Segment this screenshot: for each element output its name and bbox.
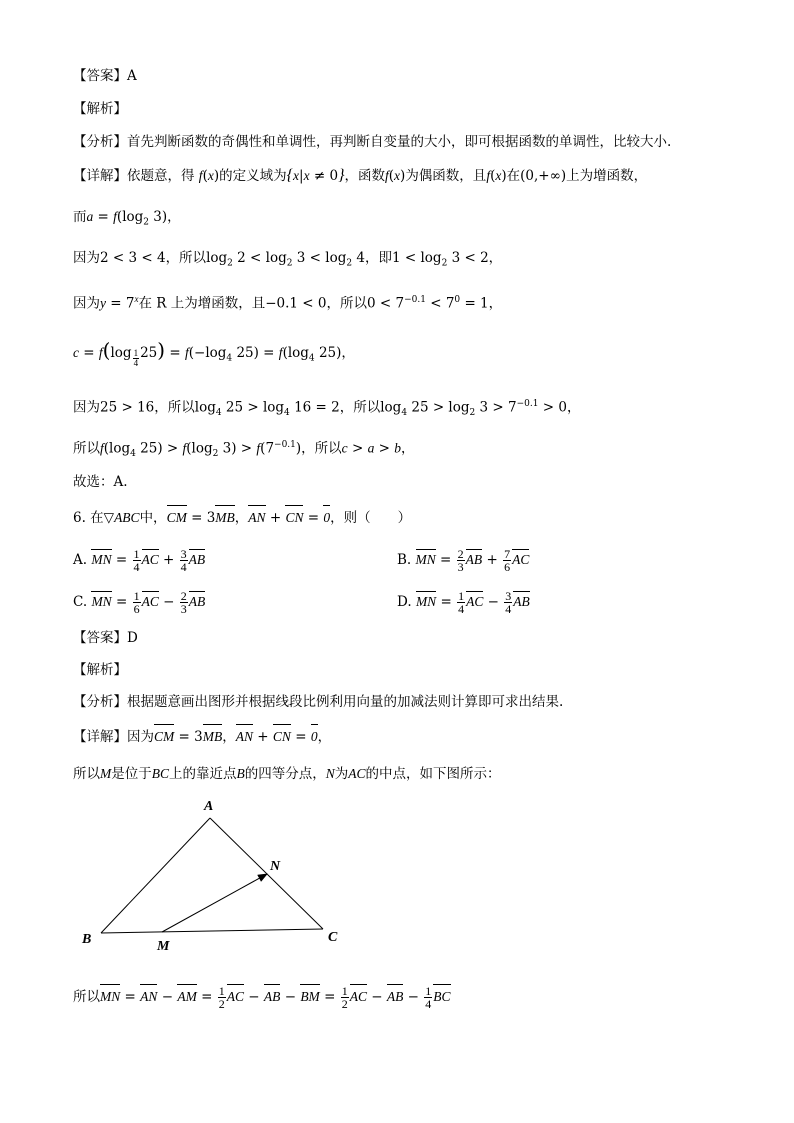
label-a: A — [204, 799, 214, 814]
label-c: C — [328, 930, 338, 945]
option-d: D. MN = $\frac{1}{4}$ AC − $\frac{3}{4}$ AB — [397, 589, 530, 616]
text: 依题意，得 — [127, 168, 195, 184]
option-b: B. MN = $\frac{2}{3}$ AB + $\frac{7}{6}$ AC — [397, 547, 530, 574]
text: 所以 — [73, 440, 100, 457]
option-label: D. — [397, 594, 412, 610]
xiangjie-line-3: 因为2 < 3 < 4，所以$\log_2 2 < \log_2 3 < \log_2 4$，即$1 < \log_2 3 < 2$， — [73, 250, 503, 269]
text: 6. 在 — [73, 510, 104, 526]
label-n: N — [270, 859, 281, 874]
text: 因为 — [73, 250, 100, 266]
text: ， — [234, 510, 249, 526]
text: ，则（ ） — [330, 510, 412, 526]
vector-mn — [162, 874, 267, 932]
text: 的四等分点， — [244, 766, 326, 782]
choose-text: 故选：A. — [73, 474, 128, 490]
q6-stem: 6. 在▽ABC中，CM = 3MB，AN + CN = 0，则（ ） — [73, 510, 412, 526]
side-bc — [101, 929, 323, 933]
fenxi-text: 首先判断函数的奇偶性和单调性，再判断自变量的大小，即可根据函数的单调性，比较大小. — [127, 134, 672, 150]
xiangjie-line-1: 【详解】依题意，得 f(x)的定义域为{x|x ≠ 0}，函数f(x)为偶函数，且f(x)在(0,+∞)上为增函数， — [73, 167, 648, 184]
text: 所以 — [73, 766, 100, 782]
option-a: A. MN = $\frac{1}{4}$ AC + $\frac{3}{4}$ AB — [73, 547, 206, 574]
answer-value: D — [127, 630, 138, 646]
answer-value: A — [127, 68, 137, 84]
text: ， — [222, 729, 236, 745]
text: 是位于 — [111, 766, 152, 782]
text: ，所以 — [326, 295, 367, 312]
xiangjie-line-5: c = f(log $_{\frac{1}{4}}$ $25) = f(-\log_4$ $25) = f(\log_4$ 25)， — [73, 338, 355, 368]
answer-tag: 【答案】 — [73, 630, 127, 646]
text: 为偶函数，且 — [405, 168, 487, 184]
fenxi-text: 根据题意画出图形并根据线段比例利用向量的加减法则计算即可求出结果. — [127, 694, 564, 710]
xiangjie-line-2: 而$a = f(\log_2$ 3)， — [73, 209, 181, 228]
text: 中， — [139, 510, 167, 526]
text: 因为 — [73, 295, 100, 312]
text: 因为 — [127, 729, 154, 745]
option-label: B. — [397, 552, 412, 568]
xiangjie-line-6: 因为25 > 16，所以$\log_4 25 > \log_4 16 = 2$，所以$\log_4 25 > \log_2 3 > 7^{-0.1} > 0$， — [73, 399, 581, 419]
text: 而 — [73, 209, 87, 225]
text: 因为 — [73, 399, 100, 416]
text: 上为增函数， — [566, 168, 648, 184]
fenxi-tag: 【分析】 — [73, 694, 127, 710]
position-line: 所以M是位于BC上的靠近点B的四等分点，N为AC的中点，如下图所示： — [73, 766, 501, 782]
xiangjie-tag: 【详解】 — [73, 729, 127, 745]
answer-tag: 【答案】 — [73, 68, 127, 84]
side-ab — [101, 818, 210, 933]
text: ，所以 — [301, 440, 342, 457]
analysis-tag: 【解析】 — [73, 101, 127, 117]
text: 的中点，如下图所示： — [365, 766, 501, 782]
label-b: B — [82, 932, 92, 947]
text: 的定义域为 — [219, 168, 287, 184]
text: ， — [317, 729, 332, 745]
text: 在 — [506, 168, 521, 184]
text: 为 — [334, 766, 349, 782]
xiangjie-line-4: 因为$y = 7^x$在 R 上为增函数，且−0.1 < 0，所以$0 < 7^{-0.1} < 7^0 = 1$， — [73, 294, 503, 312]
fenxi-tag: 【分析】 — [73, 134, 127, 150]
text: ，函数 — [344, 168, 385, 184]
text: ，所以 — [165, 250, 207, 266]
xiangjie-line-7: 所以$f(\log_4$ $25) > f(\log_2$ $3) > f(7^{-0.1})$，所以c > a > b， — [73, 440, 415, 460]
xiangjie-line-q6: 【详解】因为CM = 3MB，AN + CN = 0， — [73, 729, 332, 745]
option-label: C. — [73, 594, 88, 610]
analysis-tag: 【解析】 — [73, 662, 127, 678]
text: 所以 — [73, 989, 100, 1005]
text: ，所以 — [154, 399, 195, 416]
option-label: A. — [73, 552, 88, 568]
side-ac — [210, 818, 323, 929]
text: 在 R 上为增函数，且 — [138, 295, 266, 312]
xiangjie-tag: 【详解】 — [73, 168, 127, 184]
option-c: C. MN = $\frac{1}{6}$ AC − $\frac{2}{3}$ AB — [73, 589, 206, 616]
text: 上的靠近点 — [169, 766, 237, 782]
final-line: 所以MN = AN − AM = $\frac{1}{2}$ AC − AB − BM = $\frac{1}{2}$ AC − AB − $\frac{1}{4}$ BC — [73, 984, 451, 1011]
label-m: M — [157, 939, 170, 954]
text: ，即 — [365, 250, 392, 266]
text: ，所以 — [339, 399, 381, 416]
